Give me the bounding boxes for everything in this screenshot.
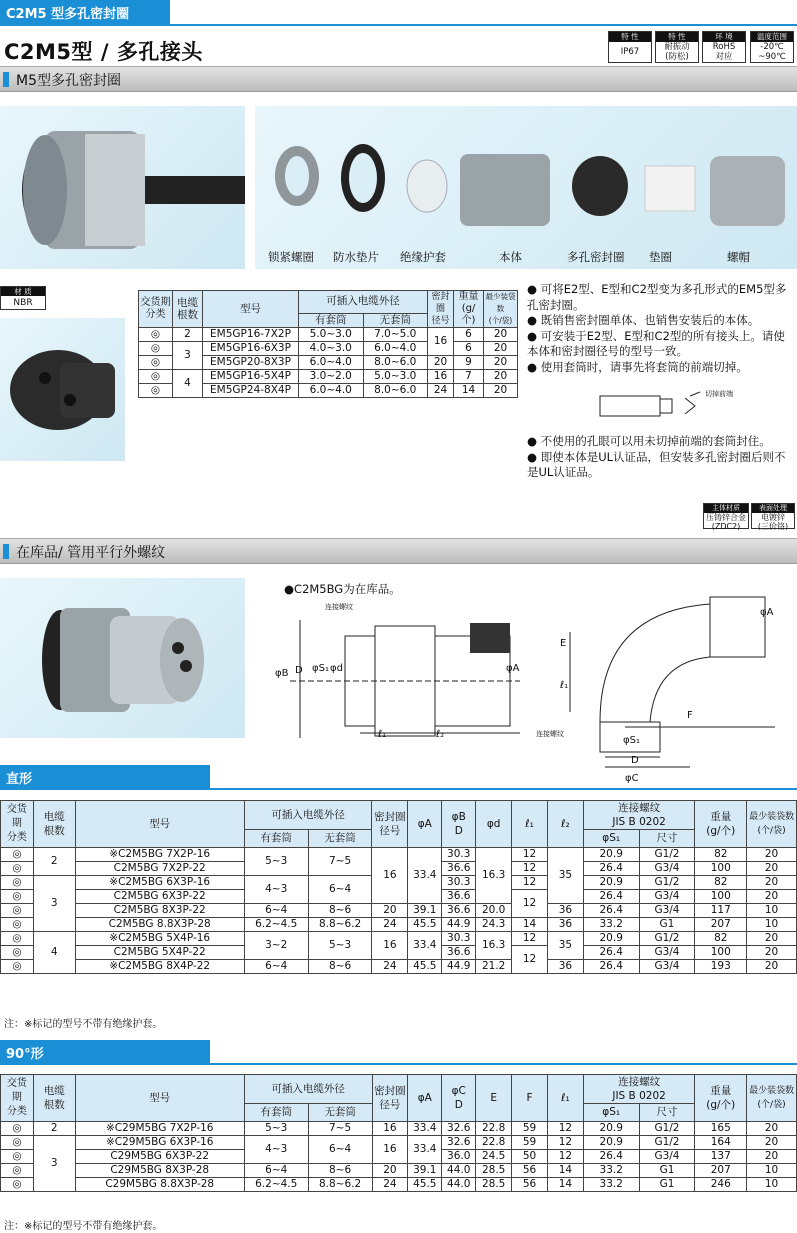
note-item: ● 即使本体是UL认证品，但安装多孔密封圈后则不是UL认证品。 [527,449,786,479]
spec-vibration: 特 性 耐振动 (防松) [655,31,699,63]
table-row: ◎ 3 ※C2M5BG 6X3P-16 4~3 6~4 30.3 12 20.9 G1/2 82 20 [1,876,797,890]
surface-finish-box: 表面处理 电镀锌 (三价铬) [751,503,795,529]
spec-ip67: 特 性 IP67 [608,31,652,63]
stock-note: ●C2M5BG为在库品。 [284,582,401,596]
elbow-table: 交货期 分类 电缆 根数 型号 可插入电缆外径 密封圈 径号 φA φC D E F ℓ₁ 连接螺纹 JIS B 0202 重量 (g/个) 最少装袋数 (个/袋) 有套筒 无套筒 φS₁ 尺寸 ◎ 2 ※C29M5BG 7X2P-16 5~3 7~5 16 33.4 32.6 22.8 59 12 20.9 G1/2 165 20 ◎ 3 ※C29M5BG 6X3P-16 4~3 6~4 16 33.4 32.6 22.8 59 12 20.9 G1/2 164 20 ◎ C29M5BG 6X3P-22 36.0 24.5 50 12 26.4 G3/4 137 20 ◎ C29M5BG 8X3P-28 6~4 8~6 20 39.1 44.0 28.5 56 14 33.2 G1 207 10 ◎ C29M5BG 8.8X3P-28 6.2~4.5 8.8~6.2 24 45.5 44.0 28.5 56 14 33.2 G1 246 10 [0,1074,797,1192]
part-label-washer: 垫圈 [649,250,672,264]
material-box: 材 质 NBR [0,286,46,310]
elbow-tab: 90°形 [0,1040,210,1063]
table-row: ◎ C29M5BG 8X3P-28 6~4 8~6 20 39.1 44.0 28.5 56 14 33.2 G1 207 10 [1,1164,797,1178]
table-row: ◎ 2 ※C2M5BG 7X2P-16 5~3 7~5 16 33.4 30.3 16.3 12 35 20.9 G1/2 82 20 [1,848,797,862]
table-row: ◎ C2M5BG 7X2P-22 36.6 12 26.4 G3/4 100 20 [1,862,797,876]
straight-footnote: 注：※标记的型号不带有绝缘护套。 [4,1019,163,1030]
notes-list-2 [527,434,795,481]
straight-table: 交货期 分类 电缆 根数 型号 可插入电缆外径 密封圈 径号 φA φB D φd ℓ₁ ℓ₂ 连接螺纹 JIS B 0202 重量 (g/个) 最少装袋数 (个/袋) 有套筒 无套筒 φS₁ 尺寸 ◎ 2 ※C2M5BG 7X2P-16 5~3 7~5 16 33.4 30.3 16.3 12 35 20.9 G1/2 82 20 ◎ C2M5BG 7X2P-22 36.6 12 26.4 G3/4 100 20 ◎ 3 ※C2M5BG 6X3P-16 4~3 6~4 30.3 12 20.9 G1/2 82 20 ◎ C2M5BG 6X3P-22 36.6 12 26.4 G3/4 100 20 ◎ C2M5BG 8X3P-22 6~4 8~6 20 39.1 36.6 20.0 36 26.4 G3/4 117 10 ◎ C2M5BG 8.8X3P-28 6.2~4.5 8.8~6.2 24 45.5 44.9 24.3 14 36 33.2 G1 207 10 ◎ 4 ※C2M5BG 5X4P-16 3~2 5~3 16 33.4 30.3 16.3 12 35 20.9 G1/2 82 20 ◎ C2M5BG 5X4P-22 36.6 12 26.4 G3/4 100 20 ◎ ※C2M5BG 8X4P-22 6~4 8~6 24 45.5 44.9 21.2 36 26.4 G3/4 193 20 [0,800,797,974]
label-phiB: φB [275,668,289,679]
product-photo-parts [255,106,797,269]
elbow-dimension-diagram [530,582,790,782]
note-item: ● 可安装于E2型、E型和C2型的所有接头上。请使本体和密封圈径号的型号一致。 [527,328,785,358]
table-row: ◎ C2M5BG 8.8X3P-28 6.2~4.5 8.8~6.2 24 45.5 44.9 24.3 14 36 33.2 G1 207 10 [1,918,797,932]
elbow-footnote: 注：※标记的型号不带有绝缘护套。 [4,1221,163,1232]
table-row: ◎ ※C2M5BG 8X4P-22 6~4 8~6 24 45.5 44.9 21.2 36 26.4 G3/4 193 20 [1,960,797,974]
label-phid: φd [330,663,343,674]
thread-label-straight: 连接螺纹 [325,603,353,611]
part-label-locknut: 锁紧螺圈 [268,250,314,264]
label-E: E [560,638,567,649]
label-D: D [295,665,303,676]
table-row: ◎ EM5GP20-8X3P 6.0~4.0 8.0~6.0 20 9 20 [139,356,518,370]
table-row: ◎ C2M5BG 5X4P-22 36.6 12 26.4 G3/4 100 20 [1,946,797,960]
note-item: ● 不使用的孔眼可以用未切掉前端的套筒封住。 [527,434,771,448]
table-row: ◎ C2M5BG 6X3P-22 36.6 12 26.4 G3/4 100 20 [1,890,797,904]
part-label-body: 本体 [499,250,522,264]
note-item: ● 既销售密封圈单体、也销售安装后的本体。 [527,313,760,327]
table-row: ◎ 3 ※C29M5BG 6X3P-16 4~3 6~4 16 33.4 32.6 22.8 59 12 20.9 G1/2 164 20 [1,1136,797,1150]
table-row: ◎ 4 ※C2M5BG 5X4P-16 3~2 5~3 16 33.4 30.3 16.3 12 35 20.9 G1/2 82 20 [1,932,797,946]
note-item: ● 可将E2型、E型和C2型变为多孔形式的EM5型多孔密封圈。 [527,282,787,312]
product-photo-assembled [0,106,245,269]
table-row: ◎ EM5GP24-8X4P 6.0~4.0 8.0~6.0 24 14 20 [139,384,518,398]
header-rule [0,24,797,26]
label-phiA: φA [506,663,520,674]
table-row: ◎ 4 EM5GP16-5X4P 3.0~2.0 5.0~3.0 16 7 20 [139,370,518,384]
label-phiS1: φS₁ [312,663,329,674]
product-photo-stock [0,578,245,738]
label-l2: ℓ₂ [436,729,445,740]
table-row: ◎ C2M5BG 8X3P-22 6~4 8~6 20 39.1 36.6 20.0 36 26.4 G3/4 117 10 [1,904,797,918]
label-l1-elbow: ℓ₁ [560,680,569,691]
table-row: ◎ C29M5BG 6X3P-22 36.0 24.5 50 12 26.4 G3/4 137 20 [1,1150,797,1164]
section-bar-m5: M5型多孔密封圈 [0,66,797,92]
label-D-elbow: D [631,755,639,766]
seal-photo [0,318,125,461]
section-tab-title: C2M5 型多孔密封圈 [0,0,170,24]
table-row: ◎ 2 EM5GP16-7X2P 5.0~3.0 7.0~5.0 16 6 20 [139,328,518,342]
label-phiS1-elbow: φS₁ [623,735,640,746]
table-row: ◎ 2 ※C29M5BG 7X2P-16 5~3 7~5 16 33.4 32.6 22.8 59 12 20.9 G1/2 165 20 [1,1122,797,1136]
label-F: F [687,710,693,721]
straight-tab: 直形 [0,765,210,788]
part-label-multi-seal: 多孔密封圈 [567,250,625,264]
part-label-gasket: 防水垫片 [333,250,379,264]
spec-temperature: 温度范围 -20℃ ~90℃ [750,31,794,63]
table-row: ◎ C29M5BG 8.8X3P-28 6.2~4.5 8.8~6.2 24 45.5 44.0 28.5 56 14 33.2 G1 246 10 [1,1178,797,1192]
label-l1: ℓ₁ [378,729,387,740]
straight-rule [0,788,797,790]
label-phiA-elbow: φA [760,607,774,618]
straight-dimension-diagram [270,598,530,743]
label-phiC: φC [625,773,639,784]
section-bar-stock: 在库品/ 管用平行外螺纹 [0,538,797,564]
part-label-sleeve: 绝缘护套 [400,250,446,264]
part-label-cap-nut: 螺帽 [727,250,750,264]
notes-list [527,282,795,375]
page-title: C2M5型 / 多孔接头 [4,40,203,64]
seal-spec-table: 交货期 分类 电缆 根数 型号 可插入电缆外径 密封圈 径号 重量 (g/个) 最少装袋数 (个/袋) 有套筒 无套筒 ◎ 2 EM5GP16-7X2P 5.0~3.0 7.0~5.0 16 6 20 ◎ 3 EM5GP16-6X3P 4.0~3.0 6.0~4.0 6 20 ◎ EM5GP20-8X3P 6.0~4.0 8.0~6.0 20 9 20 ◎ 4 EM5GP16-5X4P 3.0~2.0 5.0~3.0 16 7 20 ◎ EM5GP24-8X4P 6.0~4.0 8.0~6.0 24 14 20 [140,291,516,396]
table-row: ◎ 3 EM5GP16-6X3P 4.0~3.0 6.0~4.0 6 20 [139,342,518,356]
spec-rohs: 环 境 RoHS 对应 [702,31,746,63]
note-item: ● 使用套筒时，请事先将套筒的前端切掉。 [527,359,748,374]
body-material-box: 主体材质 压铸锌合金 (ZDC2) [703,503,749,529]
elbow-rule [0,1063,797,1065]
thread-label-elbow: 连接螺纹 [536,730,564,738]
cut-label: 切掉前端 [705,390,733,398]
